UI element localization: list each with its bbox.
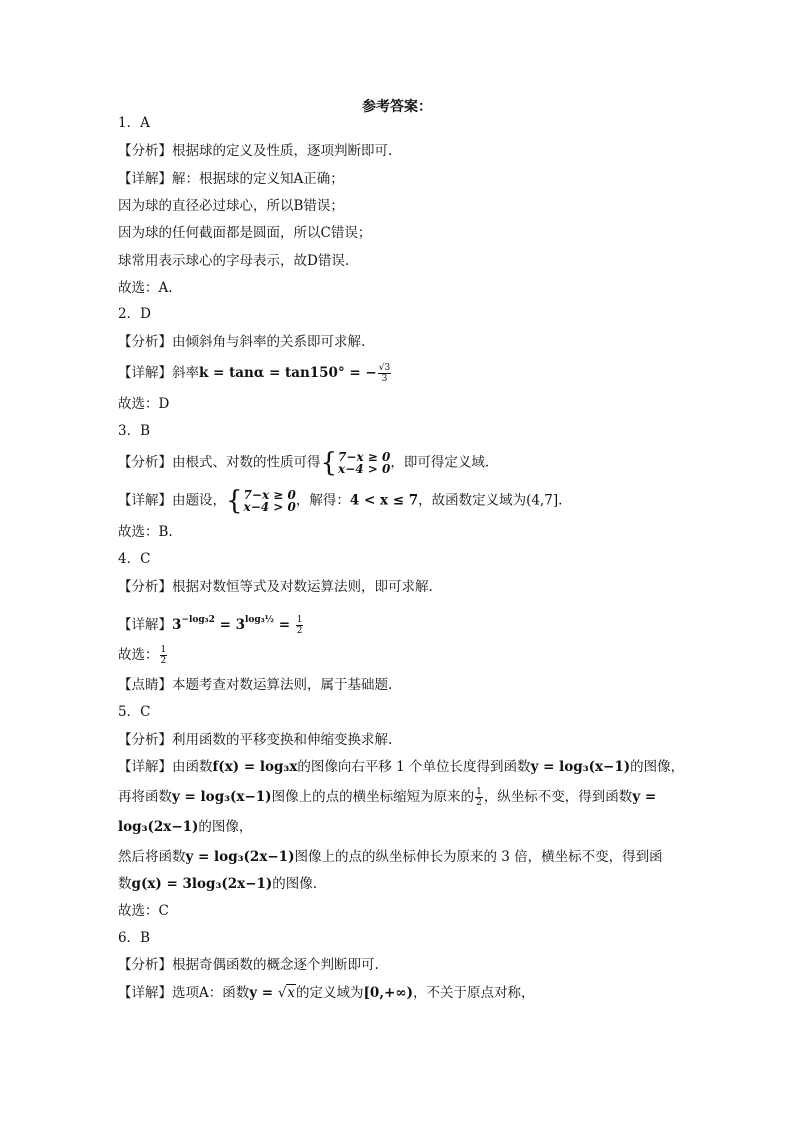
q4-detail-label: 【详解】: [118, 617, 172, 633]
q2-fraction: [378, 363, 391, 384]
q3-system-1: { 7−x ≥ 0 x−4 > 0: [320, 448, 391, 478]
q4-choose-label: 故选：: [118, 647, 159, 663]
q4-eq: = 3: [214, 617, 245, 633]
q3-detail: [118, 488, 562, 514]
q4-sup-a: −log₃2: [181, 615, 215, 625]
q5-frac-den: 2: [476, 798, 482, 808]
q3-detail-pre: 【详解】由题设，: [118, 492, 226, 509]
q5-fraction: [475, 787, 483, 808]
q2-detail-label: 【详解】斜率: [118, 365, 199, 381]
q5-detail-5: [118, 874, 317, 894]
q3-sys-row1: 7−x ≥ 0: [338, 450, 391, 464]
q5-analysis: 【分析】利用函数的平移变换和伸缩变换求解.: [118, 732, 393, 748]
q1-analysis: 【分析】根据球的定义及性质，逐项判断即可.: [118, 143, 393, 159]
q1-detail-4: 球常用表示球心的字母表示，故D错误.: [118, 253, 350, 269]
q5-d3-m: log₃(2x−1): [118, 819, 199, 835]
q3-analysis-post: ，即可得定义域.: [390, 454, 490, 471]
q3-detail-ineq: 4 < x ≤ 7: [349, 492, 419, 509]
q6-analysis: 【分析】根据奇偶函数的概念逐个判断即可.: [118, 957, 379, 973]
q1-detail-2: 因为球的直径必过球心，所以B错误；: [118, 198, 344, 214]
q6-detail: [118, 983, 534, 1003]
q5-d1-c: 的图像，: [630, 759, 685, 775]
q6-sqrt: √x: [277, 985, 296, 1001]
q1-choose: 故选：A.: [118, 280, 173, 296]
q4-frac-num: 1: [296, 615, 303, 625]
q1-number: 1．A: [118, 115, 150, 131]
q4-choose-frac-den: 2: [160, 656, 167, 666]
q4-number: 4．C: [118, 551, 151, 567]
q3-analysis-pre: 【分析】由根式、对数的性质可得: [118, 454, 321, 471]
q2-analysis: 【分析】由倾斜角与斜率的关系即可求解.: [118, 334, 366, 350]
q2-frac-num: √3: [378, 363, 391, 373]
q4-detail: [118, 610, 304, 636]
q3-system-2: { 7−x ≥ 0 x−4 > 0: [226, 486, 296, 516]
q5-detail-3: [118, 817, 252, 837]
q2-choose: 故选：D: [118, 396, 170, 412]
q5-d3-b: 的图像，: [198, 819, 253, 835]
q5-d5-b: 的图像.: [272, 876, 318, 892]
page-title: 参考答案：: [362, 99, 432, 115]
q5-d2-m1: y = log₃(x−1): [172, 789, 272, 805]
q6-d-c: ，不关于原点对称，: [412, 985, 535, 1001]
q5-d2-a: 再将函数: [118, 789, 172, 805]
q5-d1-m1: f(x) = log₃x: [212, 759, 298, 775]
q2-detail: [118, 363, 392, 384]
q3-number: 3．B: [118, 423, 151, 439]
q5-d4-a: 然后将函数: [118, 849, 186, 865]
q4-sup-b: log₃½: [244, 615, 275, 625]
q4-analysis: 【分析】根据对数恒等式及对数运算法则，即可求解.: [118, 579, 433, 595]
q5-d5-a: 数: [118, 876, 132, 892]
q5-d1-m2: y = log₃(x−1): [530, 759, 631, 775]
q4-expr-a: 3: [172, 617, 182, 633]
q4-fraction: [296, 615, 304, 636]
q5-number: 5．C: [118, 704, 151, 720]
q6-radicand: x: [287, 985, 296, 1001]
q5-d5-m: g(x) = 3log₃(2x−1): [131, 876, 273, 892]
q5-d2-m2: y =: [632, 789, 657, 805]
q5-detail-1: [118, 757, 684, 777]
q3-sys2-row1: 7−x ≥ 0: [243, 488, 296, 502]
q4-eq2: =: [274, 617, 295, 633]
q5-detail-2: [118, 787, 656, 808]
q3-sys-row2: x−4 > 0: [338, 462, 391, 476]
q5-detail-4: [118, 847, 663, 867]
q1-detail-1: 【详解】解：根据球的定义知A正确；: [118, 171, 344, 187]
q3-analysis: [118, 450, 489, 476]
q2-number: 2．D: [118, 306, 151, 322]
q4-choose: [118, 645, 168, 666]
q3-sys2-row2: x−4 > 0: [243, 500, 296, 514]
q5-d2-b: 图像上的点的横坐标缩短为原来的: [271, 789, 475, 805]
q5-d1-a: 【详解】由函数: [118, 759, 213, 775]
q6-number: 6．B: [118, 930, 151, 946]
q1-detail-3: 因为球的任何截面都是圆面，所以C错误；: [118, 225, 372, 241]
q3-detail-post: ，故函数定义域为(4,7].: [418, 492, 563, 509]
q4-choose-fraction: [160, 645, 168, 666]
q2-detail-math: k = tanα = tan150° = −: [199, 365, 377, 381]
q5-d4-m: y = log₃(2x−1): [185, 849, 295, 865]
q6-d-b: 的定义域为: [296, 985, 364, 1001]
q5-frac-num: 1: [476, 787, 482, 797]
q5-choose: 故选：C: [118, 903, 169, 919]
q6-interval: [0,+∞): [363, 985, 413, 1001]
q6-d-m: y =: [249, 985, 278, 1001]
q4-note: 【点睛】本题考查对数运算法则，属于基础题.: [118, 677, 393, 693]
q3-detail-mid: ，解得：: [295, 492, 350, 509]
q2-frac-den: 3: [381, 374, 388, 384]
q5-d4-b: 图像上的点的纵坐标伸长为原来的 3 倍，横坐标不变，得到函: [294, 849, 663, 865]
q3-choose: 故选：B.: [118, 524, 173, 540]
q6-d-a: 【详解】选项A：函数: [118, 985, 250, 1001]
q4-frac-den: 2: [296, 626, 303, 636]
q4-choose-frac-num: 1: [160, 645, 167, 655]
q5-d2-c: ，纵坐标不变，得到函数: [483, 789, 633, 805]
q5-d1-b: 的图像向右平移 1 个单位长度得到函数: [297, 759, 531, 775]
